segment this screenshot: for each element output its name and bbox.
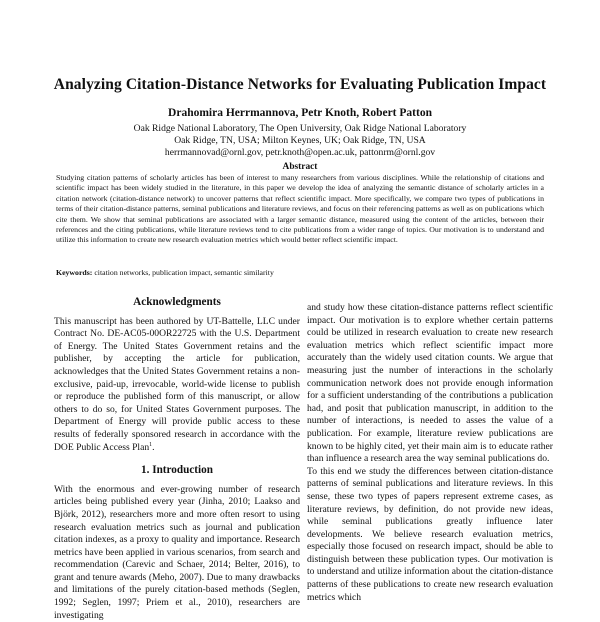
footnote-mark: 1 [149, 441, 153, 448]
keywords-line [56, 268, 544, 278]
affiliation-line-1: Oak Ridge National Laboratory, The Open University, Oak Ridge National Laboratory [133, 123, 467, 134]
introduction-paragraph-right-2: To this end we study the differences between citation-distance patterns of seminal publications and literature reviews. In this sense, these two types of papers represent extreme cases, as literature reviews, by definition, do not provide new ideas, while seminal publications greatly influence later developments. We believe research evaluation metrics, especially those focused on research impact, should be able to distinguish between these publication types. Our motivation is to understand and utilize information about the citation-distance patterns of these publications to create new research evaluation metrics which [307, 465, 553, 603]
acknowledgments-paragraph: This manuscript has been authored by UT-Battelle, LLC under Contract No. DE-AC05-00OR22725 with the U.S. Department of Energy. The United States Government retains and the publisher, by accepting the article for publication, acknowledges that the United States Government retains a non-exclusive, paid-up, irrevocable, world-wide license to publish or reproduce the published form of this manuscript, or allow others to do so, for United States Government purposes. The Department of Energy will provide public access to these results of federally sponsored research in accordance with the DOE Public Access Plan$^1$. [54, 315, 300, 453]
acknowledgments-heading: Acknowledgments [133, 296, 221, 308]
right-column [307, 302, 553, 604]
keywords-list: citation networks, publication impact, semantic similarity [94, 268, 274, 277]
keywords-label: Keywords: [56, 268, 93, 277]
introduction-paragraph-right-1: and study how these citation-distance patterns reflect scientific impact. Our motivation is to explore whether certain patterns could be utilized in research evaluation to create new research evaluation metrics which reflect scientific impact more accurately than the widely used citation counts. We argue that measuring just the number of interactions in the scholarly communication network does not provide enough information for a sufficient understanding of the contributions a publication had, and posit that publication manuscript, in addition to the number of interactions, is needed to asses the value of a publication. For example, literature review publications are known to be highly cited, yet their main aim is to educate rather than influence a research area the way seminal publications do. [307, 302, 553, 465]
paper-title: Analyzing Citation-Distance Networks for Evaluating Publication Impact [53, 76, 547, 93]
introduction-paragraph-left: With the enormous and ever-growing number of research articles being published every year (Jinha, 2010; Laakso and Björk, 2012), researchers more and more often resort to using research evaluation metrics such as journal and publication citation indexes, as a proxy to quality and importance. Research metrics have been applied in various scenarios, from search and recommendation (Carevic and Schaer, 2014; Belter, 2016), to grant and tenure awards (Meho, 2007). Due to many drawbacks and limitations of the purely citation-based methods (Seglen, 1992; Seglen, 1997; Priem et al., 2010), researchers are investigating [54, 483, 300, 621]
paper-authors: Drahomira Herrmannova, Petr Knoth, Robert Patton [168, 107, 432, 119]
introduction-heading: 1. Introduction [141, 464, 213, 477]
abstract-heading: Abstract [282, 162, 318, 172]
affiliation-emails: herrmannovad@ornl.gov, petr.knoth@open.ac.uk, pattonrm@ornl.gov [164, 147, 436, 158]
acknowledgments-text: This manuscript has been authored by UT-Battelle, LLC under Contract No. DE-AC05-00OR22725 with the U.S. Department of Energy. The United States Government retains and the publisher, by accepting the article for publication, acknowledges that the United States Government retains a non-exclusive, paid-up, irrevocable, world-wide license to publish or reproduce the published form of this manuscript, or allow others to do so, for United States Government purposes. The Department of Energy will provide public access to these results of federally sponsored research in accordance with the DOE Public Access Plan [54, 315, 300, 453]
affiliation-line-2: Oak Ridge, TN, USA; Milton Keynes, UK; Oak Ridge, TN, USA [174, 135, 426, 146]
abstract-text: Studying citation patterns of scholarly articles has been of interest to many researchers from various disciplines. While the relationship of citations and scientific impact has been widely studied in the literature, in this paper we develop the idea of analyzing the semantic distance of scholarly articles in a citation network (citation-distance network) to uncover patterns that reflect scientific impact. More specifically, we compare two types of publications in terms of their citation-distance patterns, seminal publications and literature reviews, and focus on their referencing patterns as well as on publications which cite them. We show that seminal publications are associated with a larger semantic distance, measured using the content of the articles, between their references and the citing publications, while literature reviews tend to cite publications from a wider range of topics. Our motivation is to understand and utilize this information to create new research evaluation metrics which would better reflect scientific impact. [56, 173, 544, 245]
left-column [54, 296, 300, 622]
